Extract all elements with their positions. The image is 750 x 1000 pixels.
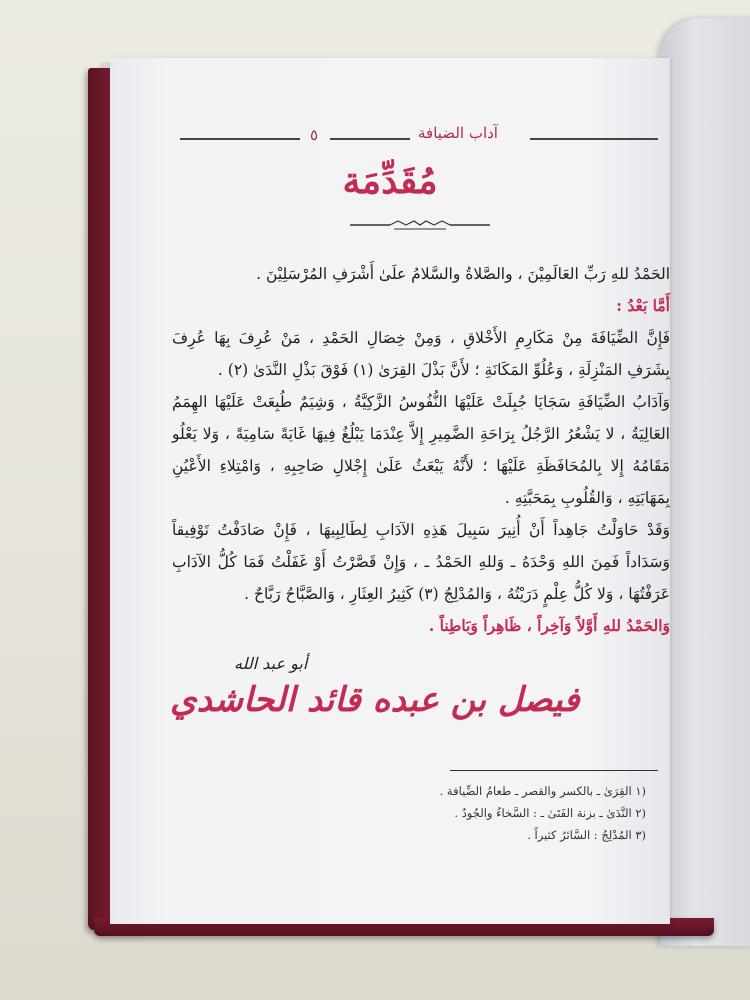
header-rule-right [530,138,658,140]
running-header [180,120,658,150]
footnote-1: (١ القِرَىٰ ـ بالكسر والقصر ـ طعامُ الضِّيافة . [439,784,646,798]
header-rule-mid [330,138,410,140]
amma-baad-heading: أَمَّا بَعْدُ : [616,296,670,315]
title-ornament-icon [350,218,490,232]
signature-kunya: أبو عبد الله [234,654,308,673]
running-title: آداب الضيافة [418,124,498,142]
page-title: مُقَدِّمَة [342,160,438,202]
page-number: ٥ [310,126,319,144]
footnote-3: (٣ المُدْلِجُ : السَّائرُ كثيراً . [527,828,646,842]
closing-line: وَالحَمْدُ للهِ أَوَّلاً وَآخِراً ، ظَاهِراً وَبَاطِناً . [428,616,670,635]
paragraph-1: فَإِنَّ الضِّيَافَةَ مِنْ مَكَارِمِ الأَخْلاقِ ، وَمِنْ خِصَالِ الحَمْدِ ، مَنْ عُرِفَ بِهَا عُرِفَ بِشَرَفِ المَنْزِلَةِ ، وَعُلُوِّ المَكَانَةِ ؛ لأَنَّ بَذْلَ القِرَىٰ (١) فَوْقَ بَذْلِ النَّدَىٰ (٢) . [172,329,670,379]
paragraph-2: وَآدَابُ الضِّيَافَةِ سَجَايَا جُبِلَتْ عَلَيْهَا النُّفُوسُ الزَّكِيَّةُ ، وَشِيَمٌ طُبِعَتْ عَلَيْهَا الهِمَمُ العَالِيَةُ ، لا يَشْعُرُ الرَّجُلُ بِرَاحَةِ الضَّمِيرِ إِلاَّ عِنْدَمَا يَبْلُغُ فِيهَا غَايَةً سَامِيَةً ، وَلا يَعْلُو مَقَامُهُ إِلا بِالمُحَافَظَةِ عَلَيْهَا ؛ لأَنَّهُ يَبْعَثُ عَلَىٰ إِجْلالِ صَاحِبِهِ ، وَامْتِلاءِ الأَعْيُنِ بِمَهَابَتِهِ ، وَالقُلُوبِ بِمَحَبَّتِهِ . [172,393,670,507]
body-text [172,258,670,642]
signature-name: فيصل بن عبده قائد الحاشدي [170,680,580,720]
footnotes [226,780,646,846]
header-rule-left [180,138,300,140]
footnote-2: (٢ النَّدَىٰ ـ بزنة الفَتَىٰ ـ : السَّخاءُ والجُودُ . [454,806,646,820]
book-page [110,58,670,924]
paragraph-3: وَقَدْ حَاوَلْتُ جَاهِداً أَنْ أُنِيرَ سَبِيلَ هَذِهِ الآدَابِ لِطَالِبِيهَا ، فَإِنْ صَادَفْتُ تَوْفِيقاً وَسَدَاداً فَمِنَ اللهِ وَحْدَهُ ـ وَللهِ الحَمْدُ ـ ، وَإِنْ قَصَّرْتُ أَوْ غَفَلْتُ فَمَا كُلُّ الآدَابِ عَرَفْتُهَا ، وَلا كُلُّ عِلْمٍ دَرَيْتُهُ ، وَالمُدْلِجُ (٣) كَثِيرُ العِثَارِ ، وَالصَّبَّاحُ رَبَّاحٌ . [172,521,670,603]
footnote-divider [450,770,658,771]
opening-line: الحَمْدُ للهِ رَبِّ العَالَمِيْنَ ، والصَّلاةُ والسَّلامُ علَىٰ أَشْرَفِ المُرْسَلِيْنَ . [256,265,670,283]
